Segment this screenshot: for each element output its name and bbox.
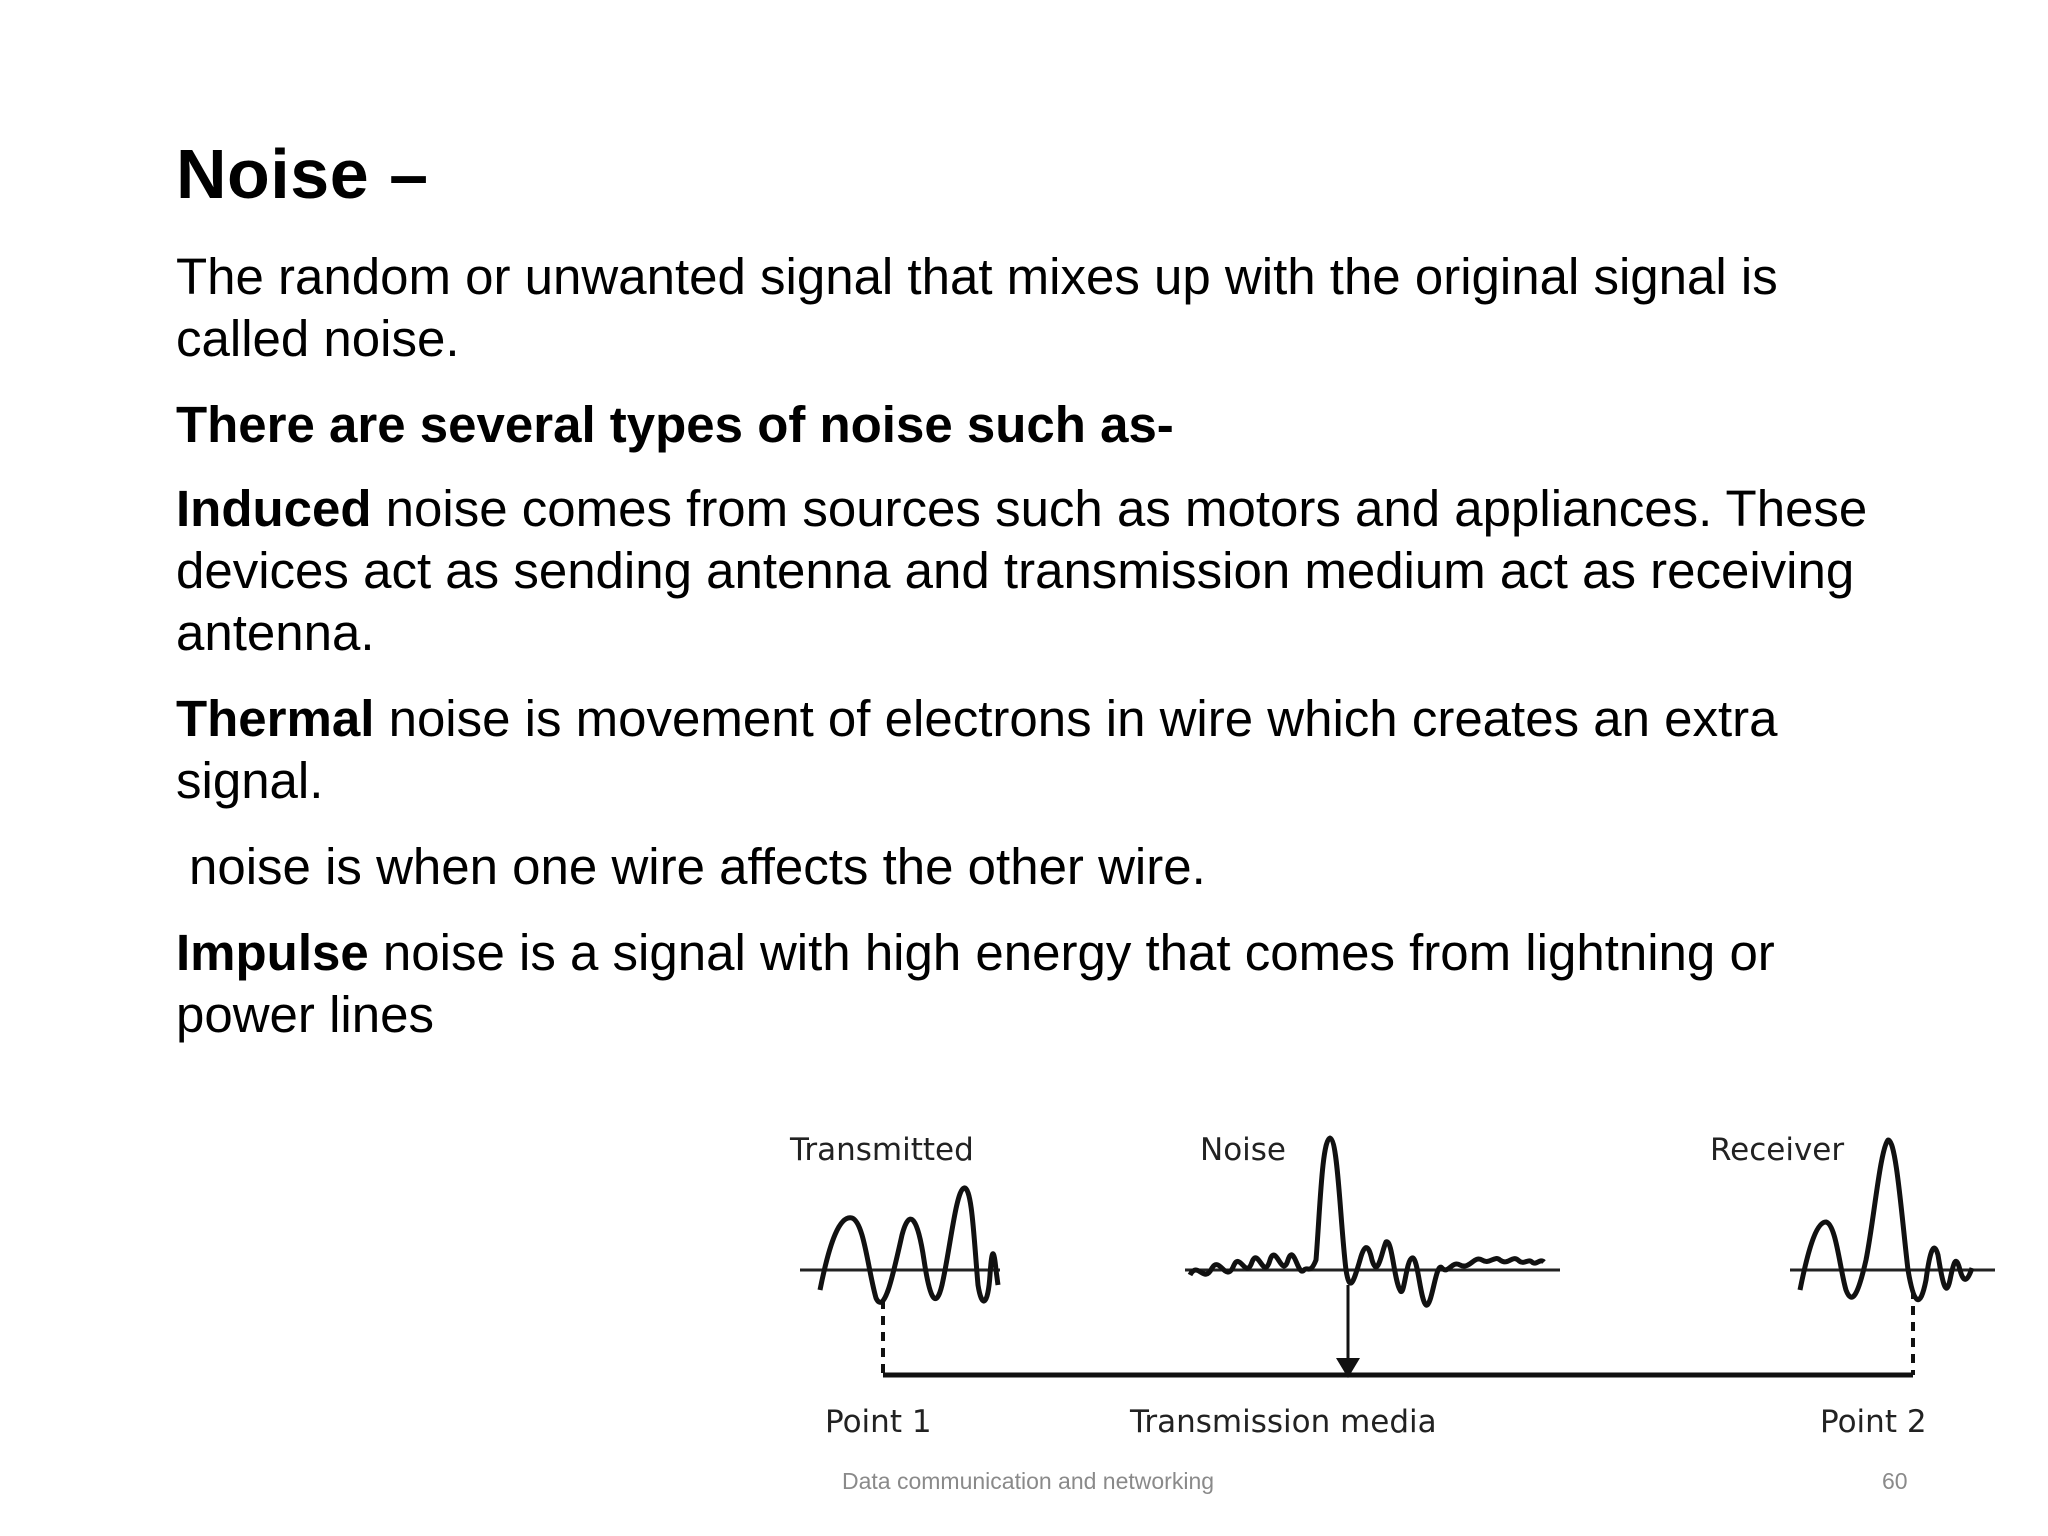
noise-diagram bbox=[780, 1110, 2020, 1460]
label-transmission-media: Transmission media bbox=[1130, 1404, 1437, 1440]
label-point-2: Point 2 bbox=[1820, 1404, 1927, 1440]
noise-waveform bbox=[1185, 1138, 1560, 1378]
impulse-noise-paragraph bbox=[176, 922, 1916, 1046]
crosstalk-description: noise is when one wire affects the other wire. bbox=[189, 838, 1206, 895]
label-transmitted: Transmitted bbox=[790, 1132, 974, 1168]
impulse-term: Impulse bbox=[176, 924, 369, 981]
label-noise: Noise bbox=[1200, 1132, 1286, 1168]
receiver-waveform bbox=[1790, 1140, 1995, 1375]
transmitted-waveform bbox=[800, 1188, 1000, 1375]
induced-term: Induced bbox=[176, 480, 372, 537]
impulse-description: noise is a signal with high energy that comes from lightning or power lines bbox=[176, 924, 1775, 1043]
noise-definition: The random or unwanted signal that mixes up with the original signal is called noise. bbox=[176, 248, 1778, 367]
induced-description: noise comes from sources such as motors and appliances. These devices act as sending antenna and transmission medium act as receiving antenna. bbox=[176, 480, 1868, 661]
footer-caption: Data communication and networking bbox=[842, 1468, 1215, 1494]
crosstalk-noise-paragraph bbox=[176, 836, 1929, 898]
thermal-term: Thermal bbox=[176, 690, 375, 747]
slide-title: Noise – bbox=[176, 135, 429, 213]
label-receiver: Receiver bbox=[1710, 1132, 1845, 1168]
page-number: 60 bbox=[1882, 1468, 1908, 1494]
label-point-1: Point 1 bbox=[825, 1404, 932, 1440]
thermal-noise-paragraph bbox=[176, 688, 1916, 812]
noise-types-heading: There are several types of noise such as- bbox=[176, 396, 1174, 453]
thermal-description: noise is movement of electrons in wire which creates an extra signal. bbox=[176, 690, 1778, 809]
induced-noise-paragraph bbox=[176, 478, 1916, 664]
